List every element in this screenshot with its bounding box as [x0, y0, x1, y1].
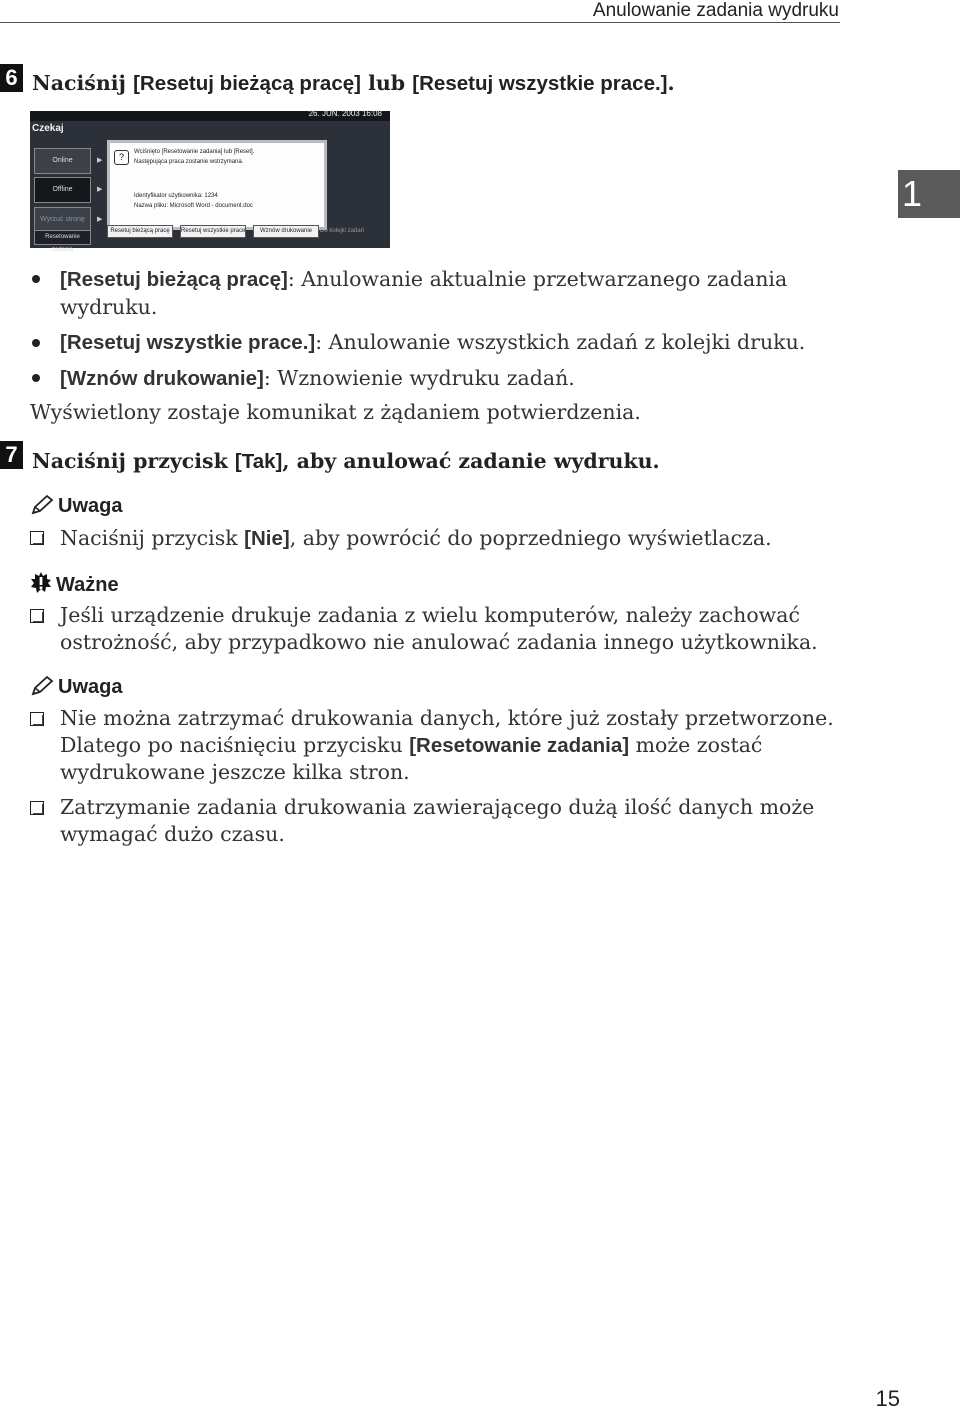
pencil-icon [30, 675, 54, 697]
running-header: Anulowanie zadania wydruku [592, 0, 839, 21]
note-heading [30, 494, 122, 518]
bullet-text: : Wznowienie wydruku zadań. [263, 366, 575, 390]
panel-offline-button[interactable]: Offline [34, 177, 91, 203]
step-7-prefix: Naciśnij przycisk [32, 449, 235, 473]
step-6-mid: lub [360, 71, 413, 95]
important-item: Jeśli urządzenie drukuje zadania z wielu komputerów, należy zachować ostrożność, aby przypadkowo nie anulować zadania innego użytkownika. [60, 603, 818, 654]
header-rule [0, 22, 840, 23]
panel-faded-text: Do kolejki zadań [320, 228, 365, 234]
confirmation-message: Wyświetlony zostaje komunikat z żądaniem potwierdzenia. [30, 400, 641, 424]
note-item-suffix: może zostać wydrukowane jeszcze kilka stron. [60, 733, 763, 784]
note-heading-text: Uwaga [58, 495, 123, 517]
step-7-badge: 7 [0, 441, 23, 469]
note-heading-text: Uwaga [58, 676, 123, 698]
panel-online-button[interactable]: Online [34, 148, 91, 174]
step-6-text [32, 71, 675, 96]
panel-date: 26. JUN. 2003 16:08 [308, 109, 382, 118]
note-item-prefix: Naciśnij przycisk [60, 526, 245, 550]
step-6-suffix: . [667, 71, 675, 95]
dialog-line: Nazwa pliku: Microsoft Word - document.doc [134, 203, 253, 209]
bullet-label: [Wznów drukowanie] [60, 367, 264, 390]
confirmation-dialog [107, 140, 327, 230]
note-item [60, 705, 850, 786]
resume-printing-button[interactable]: Wznów drukowanie [253, 225, 319, 238]
reset-current-job-button[interactable]: Resetuj bieżącą pracę [107, 225, 173, 238]
dialog-line: Identyfikator użytkownika: 1234 [134, 193, 218, 199]
reset-all-jobs-button[interactable]: Resetuj wszystkie prace [180, 225, 246, 238]
step-7-button-label: [Tak] [234, 450, 283, 473]
dialog-line: Następująca praca zostanie wstrzymana. [134, 159, 244, 165]
panel-form-feed-button[interactable]: Wyrzuć stronę [34, 207, 91, 233]
bullet-dot [32, 374, 40, 382]
step-6-button-label-1: [Resetuj bieżącą pracę] [133, 72, 361, 95]
note-item: Zatrzymanie zadania drukowania zawierającego dużą ilość danych może wymagać dużo czasu. [60, 795, 815, 846]
note-item-suffix: , aby powrócić do poprzedniego wyświetlacza. [289, 526, 772, 550]
important-heading-text: Ważne [56, 574, 119, 596]
step-6-badge: 6 [0, 64, 23, 92]
arrow-right-icon: ▶ [97, 215, 103, 223]
checkbox-icon [30, 609, 44, 623]
step-6-prefix: Naciśnij [32, 71, 134, 95]
chapter-tab: 1 [898, 170, 960, 218]
panel-window-title: Czekaj [32, 123, 64, 134]
checkbox-icon [30, 801, 44, 815]
note-item-prefix: Nie można zatrzymać drukowania danych, które już zostały przetworzone. Dlatego po naciśnięciu przycisku [60, 706, 834, 757]
bullet-dot [32, 339, 40, 347]
bullet-dot [32, 275, 40, 283]
checkbox-icon [30, 531, 44, 545]
note-heading [30, 675, 122, 699]
question-icon: ? [114, 150, 129, 165]
job-reset-button[interactable]: Resetowanie zadania [34, 230, 91, 245]
arrow-right-icon: ▶ [97, 156, 103, 164]
step-6-button-label-2: [Resetuj wszystkie prace.] [412, 72, 668, 95]
warning-icon [30, 571, 52, 595]
bullet-text: : Anulowanie aktualnie przetwarzanego zadania wydruku. [60, 267, 788, 319]
bullet-label: [Resetuj bieżącą pracę] [60, 268, 288, 291]
bullet-item [60, 266, 840, 320]
note-item-button-label: [Resetowanie zadania] [409, 734, 630, 757]
bullet-item [60, 365, 840, 393]
checkbox-icon [30, 712, 44, 726]
note-item [60, 525, 850, 552]
printer-panel-screenshot [30, 109, 390, 253]
note-item-button-label: [Nie] [244, 527, 290, 550]
important-heading [30, 571, 119, 597]
dialog-line: Wciśnięto [Resetowanie zadania] lub [Reset]. [134, 149, 255, 155]
step-7-text [32, 449, 660, 474]
bullet-item [60, 329, 840, 357]
arrow-right-icon: ▶ [97, 185, 103, 193]
step-7-suffix: , aby anulować zadanie wydruku. [282, 449, 660, 473]
pencil-icon [30, 494, 54, 516]
page-number: 15 [875, 1386, 900, 1411]
bullet-text: : Anulowanie wszystkich zadań z kolejki druku. [315, 330, 806, 354]
bullet-label: [Resetuj wszystkie prace.] [60, 331, 316, 354]
